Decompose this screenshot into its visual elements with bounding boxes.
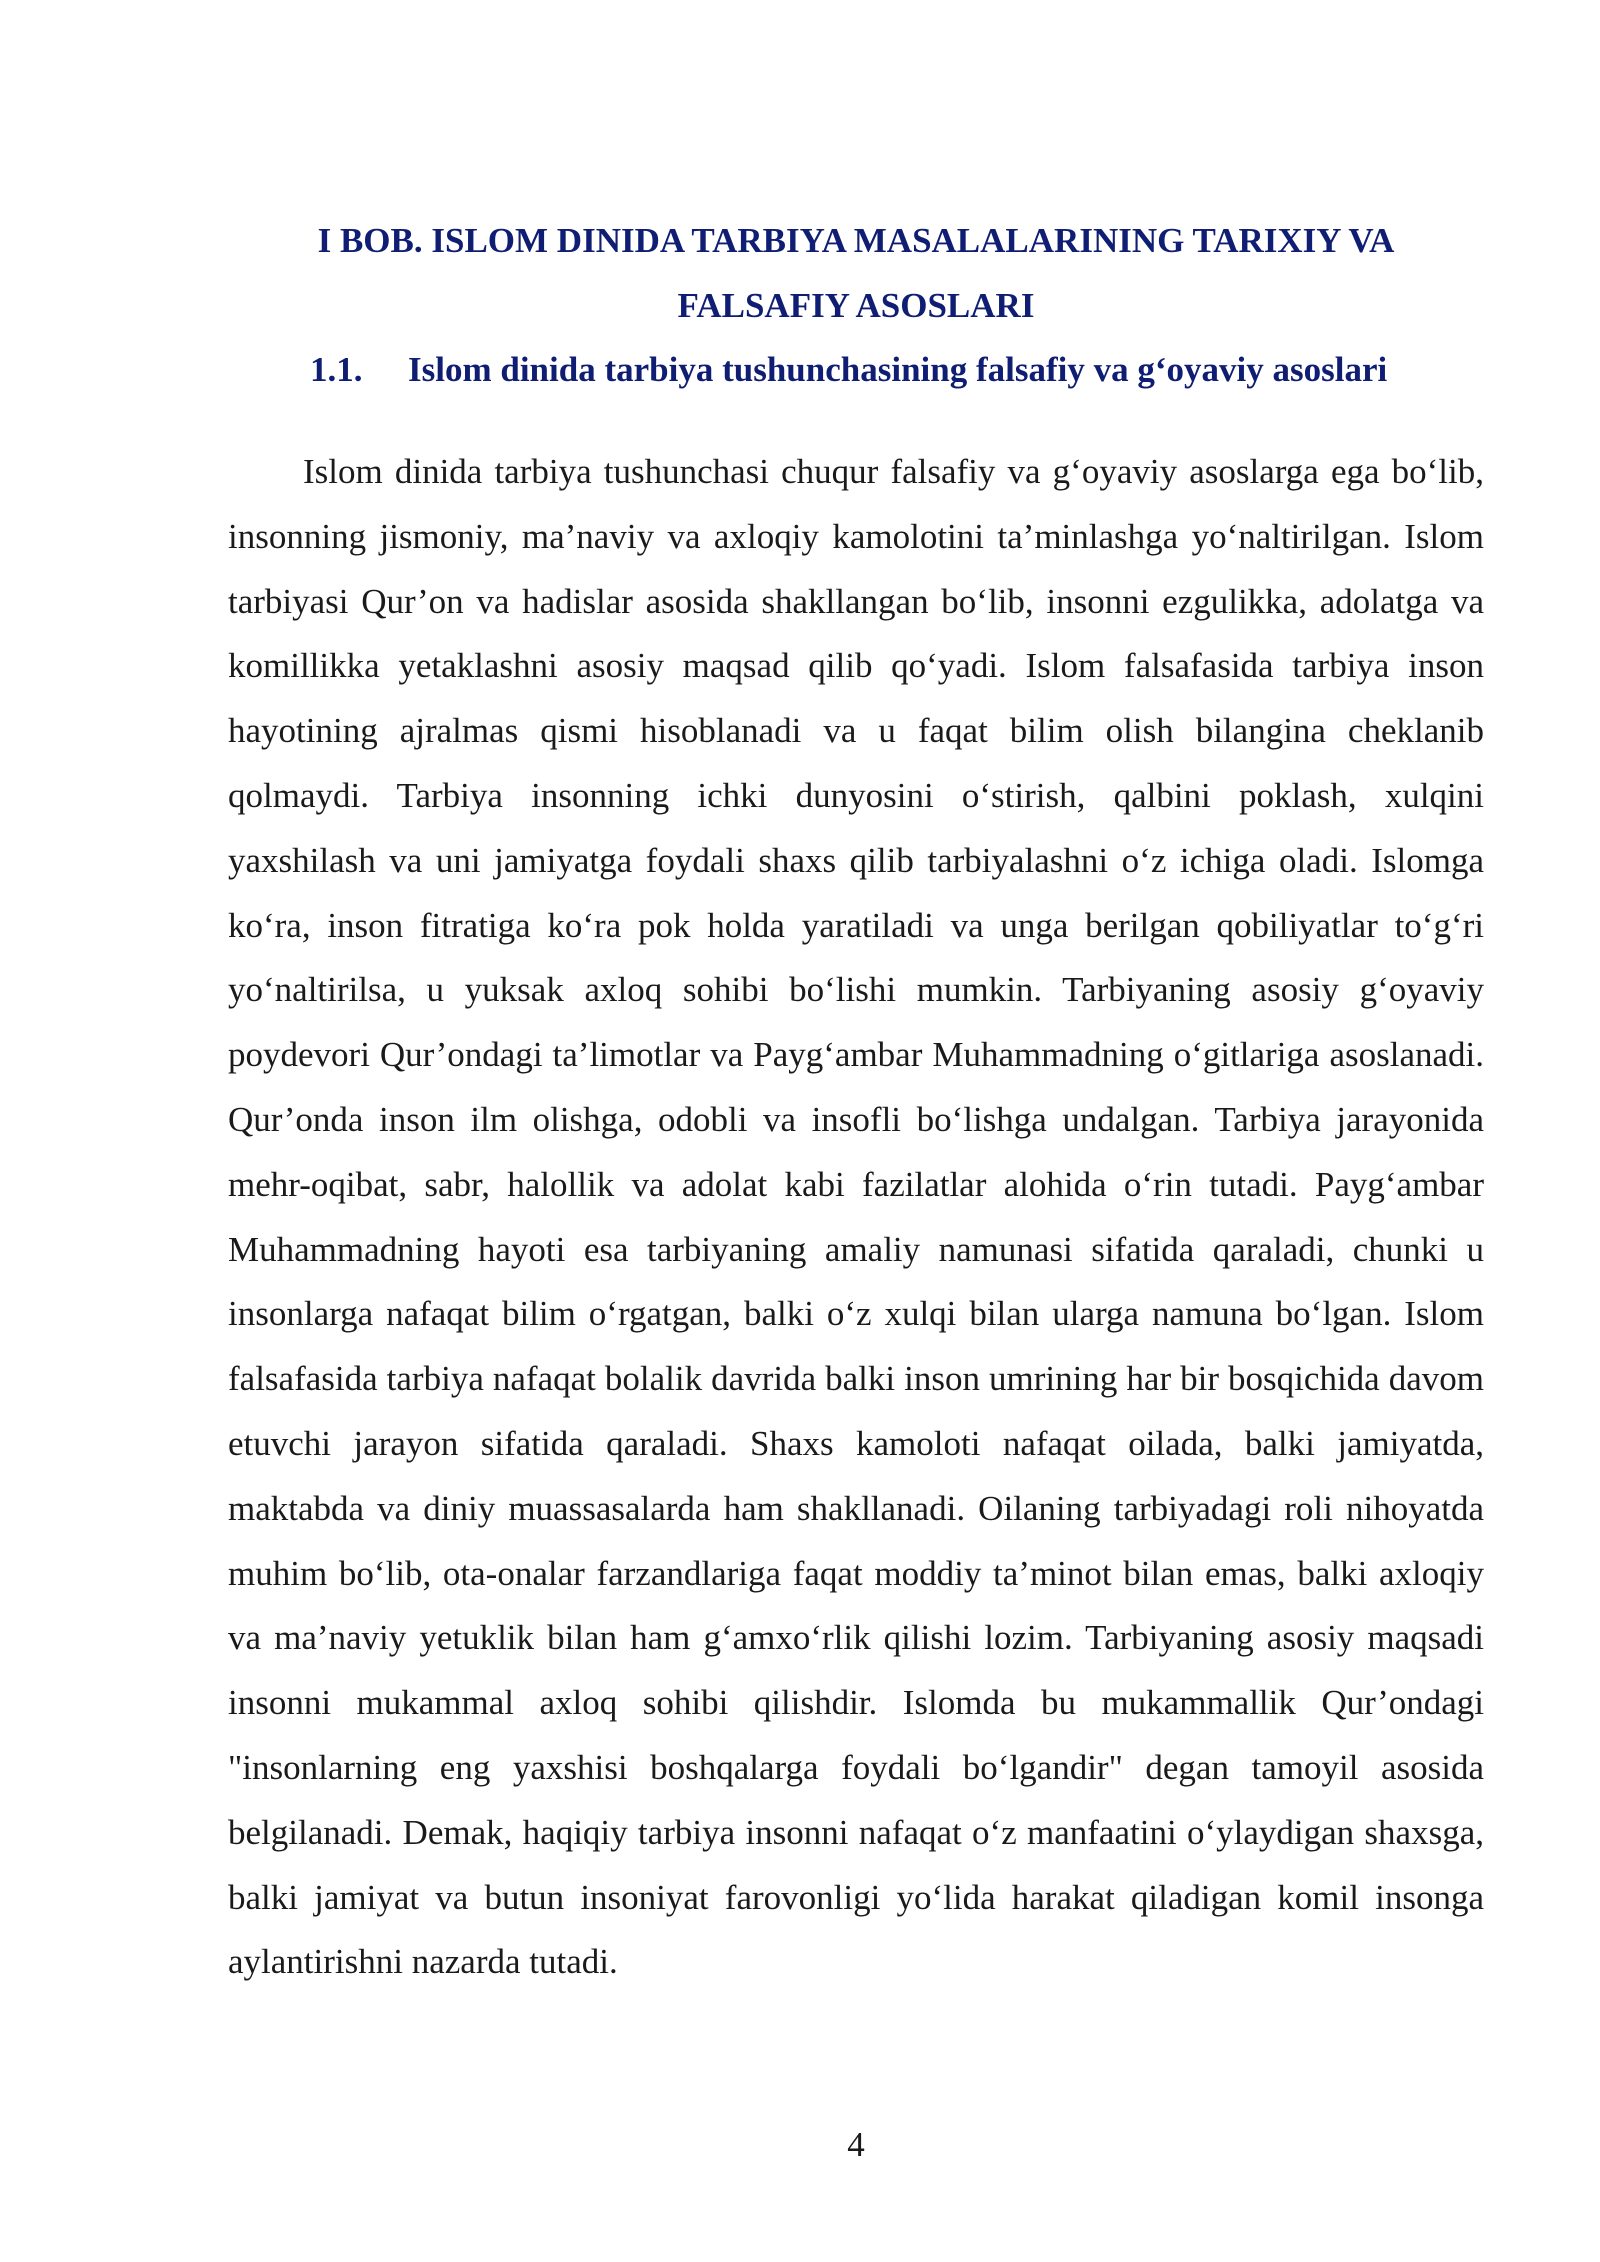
section-number: 1.1.: [310, 350, 363, 389]
section-title: Islom dinida tarbiya tushunchasining falsafiy va g‘oyaviy asoslari: [408, 350, 1388, 389]
page-number: 4: [847, 2125, 865, 2164]
section-heading: [310, 337, 1387, 402]
chapter-title: I BOB. ISLOM DINIDA TARBIYA MASALALARINING TARIXIY VA FALSAFIY ASOSLARI: [317, 221, 1395, 325]
body-paragraph: Islom dinida tarbiya tushunchasi chuqur falsafiy va g‘oyaviy asoslarga ega bo‘lib, insonning jismoniy, ma’naviy va axloqiy kamolotini ta’minlashga yo‘naltirilgan. Islom tarbiyasi Qur’on va hadislar asosida shakllangan bo‘lib, insonni ezgulikka, adolatga va komillikka yetaklashni asosiy maqsad qilib qo‘yadi. Islom falsafasida tarbiya inson hayotining ajralmas qismi hisoblanadi va u faqat bilim olish bilangina cheklanib qolmaydi. Tarbiya insonning ichki dunyosini o‘stirish, qalbini poklash, xulqini yaxshilash va uni jamiyatga foydali shaxs qilib tarbiyalashni o‘z ichiga oladi. Islomga ko‘ra, inson fitratiga ko‘ra pok holda yaratiladi va unga berilgan qobiliyatlar to‘g‘ri yo‘naltirilsa, u yuksak axloq sohibi bo‘lishi mumkin. Tarbiyaning asosiy g‘oyaviy poydevori Qur’ondagi ta’limotlar va Payg‘ambar Muhammadning o‘gitlariga asoslanadi. Qur’onda inson ilm olishga, odobli va insofli bo‘lishga undalgan. Tarbiya jarayonida mehr-oqibat, sabr, halollik va adolat kabi fazilatlar alohida o‘rin tutadi. Payg‘ambar Muhammadning hayoti esa tarbiyaning amaliy namunasi sifatida qaraladi, chunki u insonlarga nafaqat bilim o‘rgatgan, balki o‘z xulqi bilan ularga namuna bo‘lgan. Islom falsafasida tarbiya nafaqat bolalik davrida balki inson umrining har bir bosqichida davom etuvchi jarayon sifatida qaraladi. Shaxs kamoloti nafaqat oilada, balki jamiyatda, maktabda va diniy muassasalarda ham shakllanadi. Oilaning tarbiyadagi roli nihoyatda muhim bo‘lib, ota-onalar farzandlariga faqat moddiy ta’minot bilan emas, balki axloqiy va ma’naviy yetuklik bilan ham g‘amxo‘rlik qilishi lozim. Tarbiyaning asosiy maqsadi insonni mukammal axloq sohibi qilishdir. Islomda bu mukammallik Qur’ondagi "insonlarning eng yaxshisi boshqalarga foydali bo‘lgandir" degan tamoyil asosida belgilanadi. Demak, haqiqiy tarbiya insonni nafaqat o‘z manfaatini o‘ylaydigan shaxsga, balki jamiyat va butun insoniyat farovonligi yo‘lida harakat qiladigan komil insonga aylantirishni nazarda tutadi.: [228, 452, 1484, 1982]
